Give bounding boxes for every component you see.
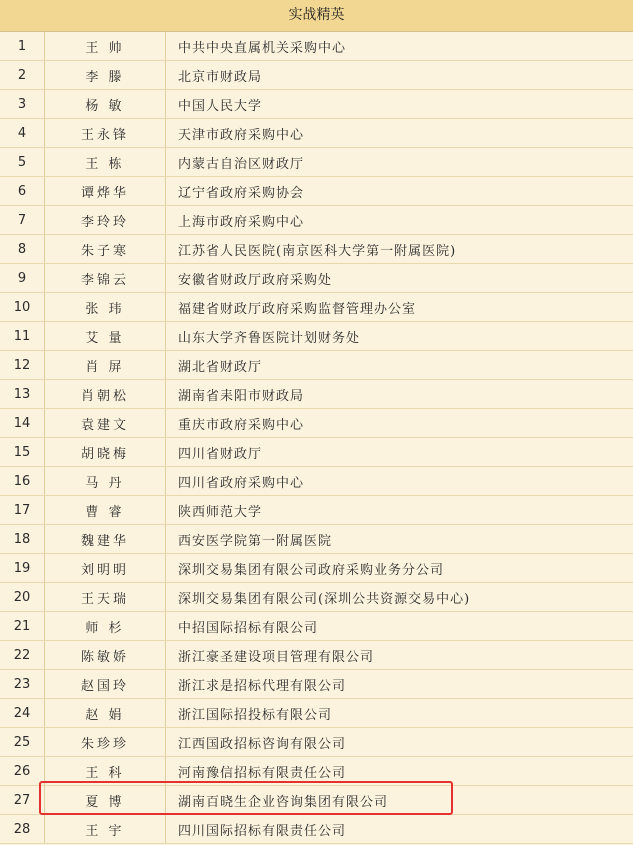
table-row [0, 148, 633, 177]
organization: 湖南省耒阳市财政局 [166, 380, 633, 409]
table-row [0, 32, 633, 61]
table-row [0, 61, 633, 90]
table-row [0, 90, 633, 119]
table-row [0, 496, 633, 525]
row-number: 4 [0, 119, 45, 148]
table-row [0, 177, 633, 206]
table-row [0, 293, 633, 322]
person-name: 王天瑞 [45, 583, 166, 612]
row-number: 15 [0, 438, 45, 467]
row-number: 16 [0, 467, 45, 496]
table-row [0, 815, 633, 844]
table-row [0, 641, 633, 670]
table-row [0, 583, 633, 612]
row-number: 14 [0, 409, 45, 438]
table-row [0, 525, 633, 554]
person-name: 王 科 [45, 757, 166, 786]
person-name: 杨 敏 [45, 90, 166, 119]
table-row [0, 670, 633, 699]
person-name: 王 宇 [45, 815, 166, 844]
row-number: 24 [0, 699, 45, 728]
row-number: 26 [0, 757, 45, 786]
row-number: 18 [0, 525, 45, 554]
organization: 深圳交易集团有限公司(深圳公共资源交易中心) [166, 583, 633, 612]
organization: 四川省财政厅 [166, 438, 633, 467]
row-number: 13 [0, 380, 45, 409]
person-name: 曹 睿 [45, 496, 166, 525]
row-number: 5 [0, 148, 45, 177]
person-name: 胡晓梅 [45, 438, 166, 467]
table-row [0, 438, 633, 467]
person-name: 师 杉 [45, 612, 166, 641]
person-name: 马 丹 [45, 467, 166, 496]
organization: 四川国际招标有限责任公司 [166, 815, 633, 844]
organization: 湖北省财政厅 [166, 351, 633, 380]
table-row [0, 264, 633, 293]
row-number: 19 [0, 554, 45, 583]
elite-table [0, 32, 633, 844]
table-row [0, 351, 633, 380]
row-number: 12 [0, 351, 45, 380]
row-number: 28 [0, 815, 45, 844]
organization: 内蒙古自治区财政厅 [166, 148, 633, 177]
row-number: 6 [0, 177, 45, 206]
row-number: 17 [0, 496, 45, 525]
table-row [0, 699, 633, 728]
row-number: 1 [0, 32, 45, 61]
row-number: 27 [0, 786, 45, 815]
organization: 浙江豪圣建设项目管理有限公司 [166, 641, 633, 670]
person-name: 赵国玲 [45, 670, 166, 699]
table-row [0, 409, 633, 438]
person-name: 艾 量 [45, 322, 166, 351]
person-name: 陈敏娇 [45, 641, 166, 670]
organization: 福建省财政厅政府采购监督管理办公室 [166, 293, 633, 322]
organization: 河南豫信招标有限责任公司 [166, 757, 633, 786]
organization: 中共中央直属机关采购中心 [166, 32, 633, 61]
table-row [0, 757, 633, 786]
row-number: 8 [0, 235, 45, 264]
person-name: 刘明明 [45, 554, 166, 583]
table-row [0, 206, 633, 235]
organization: 浙江国际招投标有限公司 [166, 699, 633, 728]
person-name: 赵 娟 [45, 699, 166, 728]
person-name: 夏 博 [45, 786, 166, 815]
person-name: 李玲玲 [45, 206, 166, 235]
organization: 陕西师范大学 [166, 496, 633, 525]
organization: 深圳交易集团有限公司政府采购业务分公司 [166, 554, 633, 583]
row-number: 3 [0, 90, 45, 119]
row-number: 2 [0, 61, 45, 90]
organization: 中国人民大学 [166, 90, 633, 119]
person-name: 王 栋 [45, 148, 166, 177]
organization: 重庆市政府采购中心 [166, 409, 633, 438]
row-number: 21 [0, 612, 45, 641]
person-name: 李锦云 [45, 264, 166, 293]
person-name: 肖 屏 [45, 351, 166, 380]
row-number: 20 [0, 583, 45, 612]
organization: 上海市政府采购中心 [166, 206, 633, 235]
table-row [0, 554, 633, 583]
row-number: 9 [0, 264, 45, 293]
table-row [0, 119, 633, 148]
organization: 西安医学院第一附属医院 [166, 525, 633, 554]
organization: 天津市政府采购中心 [166, 119, 633, 148]
table-row [0, 728, 633, 757]
table-row [0, 612, 633, 641]
row-number: 11 [0, 322, 45, 351]
person-name: 王永锋 [45, 119, 166, 148]
table-row [0, 786, 633, 815]
organization: 山东大学齐鲁医院计划财务处 [166, 322, 633, 351]
organization: 北京市财政局 [166, 61, 633, 90]
table-body [0, 32, 633, 844]
organization: 安徽省财政厅政府采购处 [166, 264, 633, 293]
table-row [0, 322, 633, 351]
row-number: 22 [0, 641, 45, 670]
organization: 四川省政府采购中心 [166, 467, 633, 496]
organization: 湖南百晓生企业咨询集团有限公司 [166, 786, 633, 815]
organization: 江苏省人民医院(南京医科大学第一附属医院) [166, 235, 633, 264]
table-row [0, 380, 633, 409]
table-row [0, 467, 633, 496]
person-name: 王 帅 [45, 32, 166, 61]
person-name: 朱子寒 [45, 235, 166, 264]
person-name: 谭烨华 [45, 177, 166, 206]
table-title: 实战精英 [0, 0, 633, 32]
organization: 辽宁省政府采购协会 [166, 177, 633, 206]
table-row [0, 235, 633, 264]
person-name: 朱珍珍 [45, 728, 166, 757]
organization: 中招国际招标有限公司 [166, 612, 633, 641]
row-number: 7 [0, 206, 45, 235]
organization: 江西国政招标咨询有限公司 [166, 728, 633, 757]
person-name: 袁建文 [45, 409, 166, 438]
person-name: 魏建华 [45, 525, 166, 554]
person-name: 肖朝松 [45, 380, 166, 409]
organization: 浙江求是招标代理有限公司 [166, 670, 633, 699]
person-name: 张 玮 [45, 293, 166, 322]
row-number: 10 [0, 293, 45, 322]
row-number: 25 [0, 728, 45, 757]
row-number: 23 [0, 670, 45, 699]
person-name: 李 滕 [45, 61, 166, 90]
